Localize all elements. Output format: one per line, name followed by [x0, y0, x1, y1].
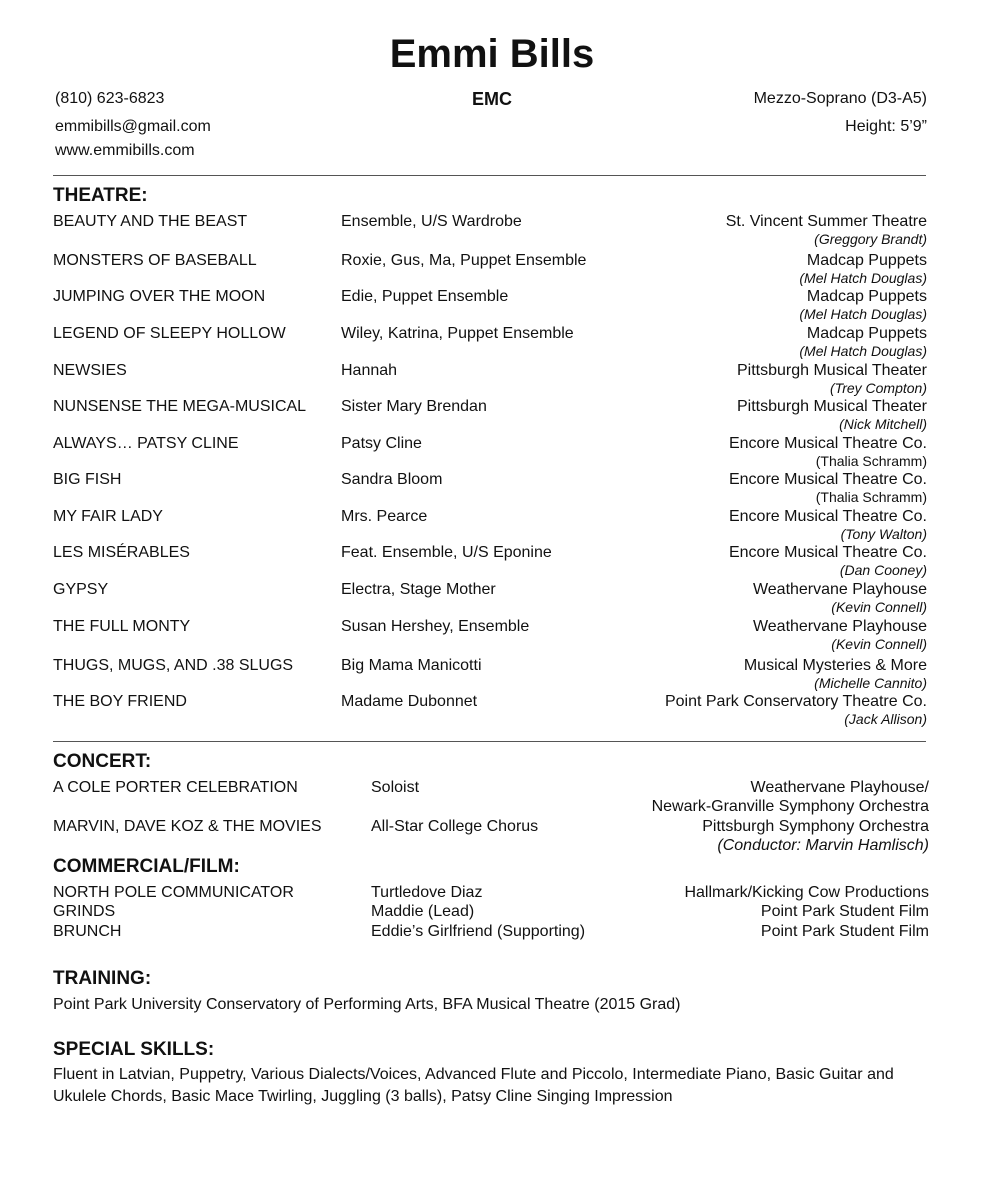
company: Hallmark/Kicking Cow Productions [684, 884, 929, 901]
credit-row [0, 397, 984, 432]
role: Maddie (Lead) [371, 903, 475, 920]
company: Point Park Student Film [760, 903, 929, 920]
email: emmibills@gmail.com [55, 118, 211, 135]
director: (Mel Hatch Douglas) [799, 270, 927, 286]
company: Weathervane Playhouse [752, 581, 927, 598]
role: Feat. Ensemble, U/S Eponine [341, 544, 552, 561]
director: (Michelle Cannito) [814, 675, 927, 691]
role: Turtledove Diaz [371, 884, 483, 901]
director: (Greggory Brandt) [814, 231, 927, 247]
show-title: BIG FISH [53, 471, 122, 488]
show-title: ALWAYS… PATSY CLINE [53, 435, 239, 452]
voice-type: Mezzo-Soprano (D3-A5) [753, 90, 927, 107]
company: Pittsburgh Symphony Orchestra [702, 818, 929, 835]
skills-line-1: Fluent in Latvian, Puppetry, Various Dialects/Voices, Advanced Flute and Piccolo, Intermediate Piano, Basic Guitar and [53, 1066, 894, 1083]
show-title: NEWSIES [53, 362, 127, 379]
show-title: THE BOY FRIEND [53, 693, 187, 710]
credit-row [0, 251, 984, 286]
role: Roxie, Gus, Ma, Puppet Ensemble [341, 252, 587, 269]
role: Soloist [371, 779, 420, 796]
company: Encore Musical Theatre Co. [728, 508, 927, 525]
show-title: A COLE PORTER CELEBRATION [53, 779, 298, 796]
show-title: MONSTERS OF BASEBALL [53, 252, 257, 269]
credit-row [0, 287, 984, 322]
show-title: LES MISÉRABLES [53, 544, 190, 561]
credit-row [0, 361, 984, 396]
resume-name: Emmi Bills [389, 32, 595, 76]
credit-row [0, 617, 984, 652]
credit-row [0, 212, 984, 247]
credit-row [0, 470, 984, 505]
film-row [0, 902, 984, 922]
theatre-heading: THEATRE: [53, 185, 148, 206]
role: Eddie’s Girlfriend (Supporting) [371, 923, 586, 940]
credit-row [0, 543, 984, 578]
company: Madcap Puppets [806, 325, 927, 342]
company: Weathervane Playhouse [752, 618, 927, 635]
company-line-2: Newark-Granville Symphony Orchestra [651, 798, 929, 815]
company: Musical Mysteries & More [743, 657, 927, 674]
role: Mrs. Pearce [341, 508, 428, 525]
show-title: JUMPING OVER THE MOON [53, 288, 266, 305]
company: Weathervane Playhouse/ [750, 779, 929, 796]
role: Susan Hershey, Ensemble [341, 618, 530, 635]
director: (Mel Hatch Douglas) [799, 343, 927, 359]
role: Patsy Cline [341, 435, 422, 452]
phone: (810) 623-6823 [55, 90, 165, 107]
role: Big Mama Manicotti [341, 657, 482, 674]
height: Height: 5’9” [845, 118, 927, 135]
role: Edie, Puppet Ensemble [341, 288, 509, 305]
role: Sister Mary Brendan [341, 398, 487, 415]
director: (Trey Compton) [830, 380, 927, 396]
divider [53, 175, 926, 176]
company: Madcap Puppets [806, 288, 927, 305]
concert-row [0, 817, 984, 854]
company: Encore Musical Theatre Co. [728, 471, 927, 488]
role: Hannah [341, 362, 398, 379]
director: (Tony Walton) [840, 526, 927, 542]
director: (Kevin Connell) [831, 636, 927, 652]
role: Wiley, Katrina, Puppet Ensemble [341, 325, 574, 342]
skills-heading: SPECIAL SKILLS: [53, 1039, 215, 1060]
show-title: GYPSY [53, 581, 109, 598]
show-title: MARVIN, DAVE KOZ & THE MOVIES [53, 818, 322, 835]
union-affiliation: EMC [472, 89, 512, 109]
credit-row [0, 580, 984, 615]
film-row [0, 883, 984, 903]
credit-row [0, 656, 984, 691]
role: Ensemble, U/S Wardrobe [341, 213, 522, 230]
show-title: LEGEND OF SLEEPY HOLLOW [53, 325, 286, 342]
show-title: GRINDS [53, 903, 116, 920]
role: Electra, Stage Mother [341, 581, 496, 598]
director: (Thalia Schramm) [815, 453, 927, 469]
company: Encore Musical Theatre Co. [728, 435, 927, 452]
director: (Dan Cooney) [839, 562, 927, 578]
show-title: MY FAIR LADY [53, 508, 163, 525]
role: Sandra Bloom [341, 471, 443, 488]
company: Point Park Conservatory Theatre Co. [664, 693, 927, 710]
show-title: BRUNCH [53, 923, 122, 940]
director: (Kevin Connell) [831, 599, 927, 615]
role: Madame Dubonnet [341, 693, 478, 710]
credit-row [0, 692, 984, 727]
divider [53, 741, 926, 742]
film-row [0, 922, 984, 942]
credit-row [0, 324, 984, 359]
credit-row [0, 507, 984, 542]
website: www.emmibills.com [55, 142, 195, 159]
show-title: BEAUTY AND THE BEAST [53, 213, 248, 230]
commercial-heading: COMMERCIAL/FILM: [53, 856, 240, 877]
director: (Thalia Schramm) [815, 489, 927, 505]
show-title: NORTH POLE COMMUNICATOR [53, 884, 294, 901]
conductor: (Conductor: Marvin Hamlisch) [717, 837, 929, 854]
company: Pittsburgh Musical Theater [736, 398, 927, 415]
director: (Nick Mitchell) [839, 416, 927, 432]
show-title: THUGS, MUGS, AND .38 SLUGS [53, 657, 294, 674]
skills-line-2: Ukulele Chords, Basic Mace Twirling, Juggling (3 balls), Patsy Cline Singing Impression [53, 1088, 673, 1105]
director: (Jack Allison) [844, 711, 927, 727]
training-heading: TRAINING: [53, 968, 152, 989]
credit-row [0, 434, 984, 469]
company: Point Park Student Film [760, 923, 929, 940]
concert-row [0, 778, 984, 815]
company: Madcap Puppets [806, 252, 927, 269]
show-title: NUNSENSE THE MEGA-MUSICAL [53, 398, 307, 415]
company: Pittsburgh Musical Theater [736, 362, 927, 379]
director: (Mel Hatch Douglas) [799, 306, 927, 322]
training-text: Point Park University Conservatory of Performing Arts, BFA Musical Theatre (2015 Grad) [53, 996, 681, 1013]
company: Encore Musical Theatre Co. [728, 544, 927, 561]
concert-heading: CONCERT: [53, 751, 152, 772]
company: St. Vincent Summer Theatre [725, 213, 927, 230]
show-title: THE FULL MONTY [53, 618, 191, 635]
role: All-Star College Chorus [371, 818, 539, 835]
